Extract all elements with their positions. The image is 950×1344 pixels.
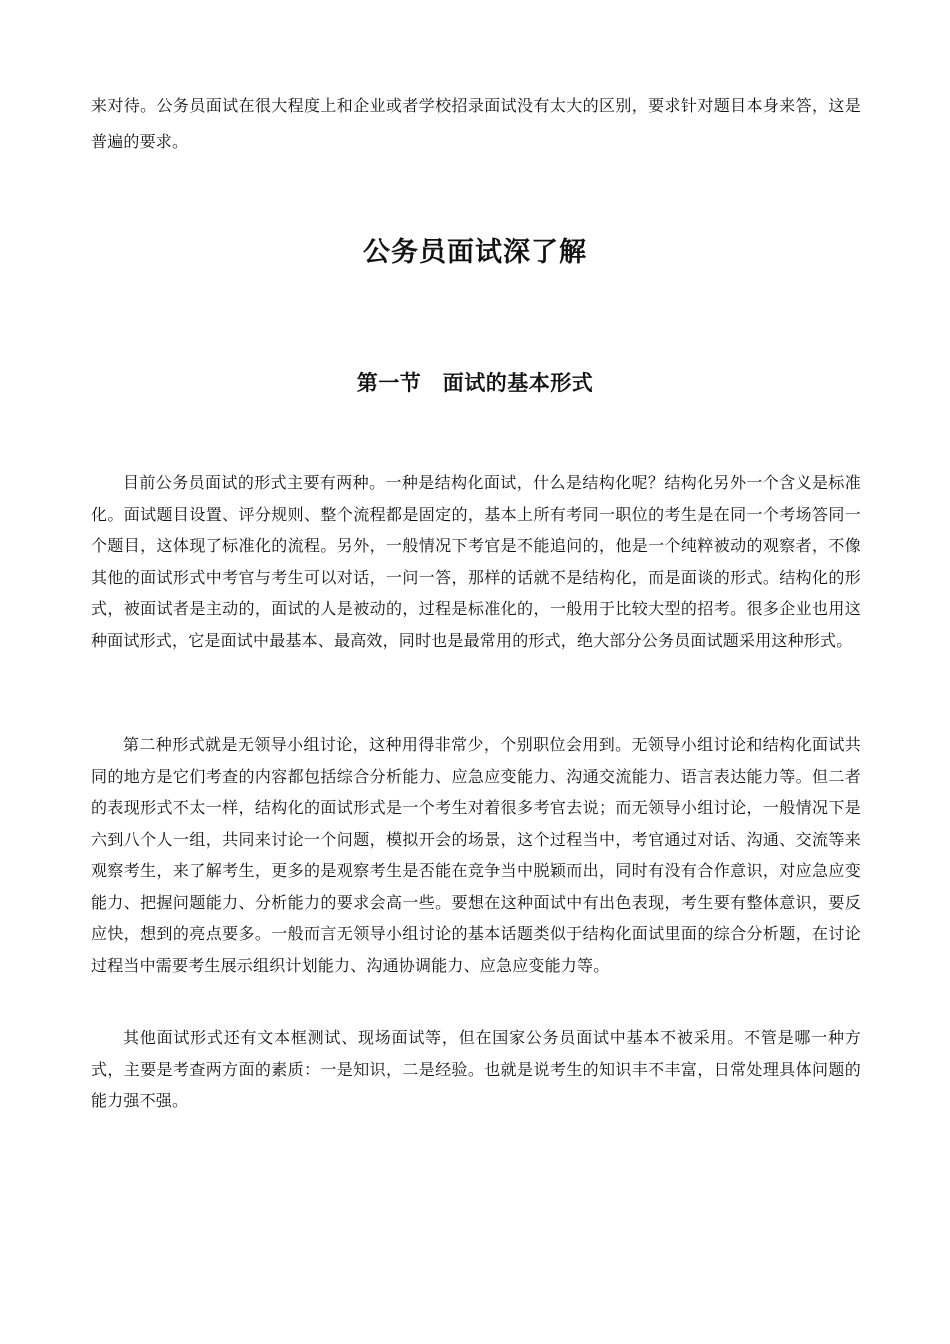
body-paragraph: 第二种形式就是无领导小组讨论，这种用得非常少，个别职位会用到。无领导小组讨论和结构化面试共同的地方是它们考查的内容都包括综合分析能力、应急应变能力、沟通交流能力、语言表达能力等。但二者的表现形式不太一样，结构化的面试形式是一个考生对着很多考官去说；而无领导小组讨论，一般情况下是六到八个人一组，共同来讨论一个问题，模拟开会的场景，这个过程当中，考官通过对话、沟通、交流等来观察考生，来了解考生，更多的是观察考生是否能在竞争当中脱颖而出，同时有没有合作意识，对应急应变能力、把握问题能力、分析能力的要求会高一些。要想在这种面试中有出色表现，考生要有整体意识，要反应快，想到的亮点要多。一般而言无领导小组讨论的基本话题类似于结构化面试里面的综合分析题，在讨论过程当中需要考生展示组织计划能力、沟通协调能力、应急应变能力等。 — [91, 735, 861, 975]
section-heading: 第一节 面试的基本形式 — [356, 371, 594, 395]
carryover-paragraph: 来对待。公务员面试在很大程度上和企业或者学校招录面试没有太大的区别，要求针对题目本身来答，这是普遍的要求。 — [91, 96, 861, 151]
body-paragraph: 目前公务员面试的形式主要有两种。一种是结构化面试，什么是结构化呢？结构化另外一个含义是标准化。面试题目设置、评分规则、整个流程都是固定的，基本上所有考同一职位的考生是在同一个考场答同一个题目，这体现了标准化的流程。另外，一般情况下考官是不能追问的，他是一个纯粹被动的观察者，不像其他的面试形式中考官与考生可以对话，一问一答，那样的话就不是结构化，而是面谈的形式。结构化的形式，被面试者是主动的，面试的人是被动的，过程是标准化的，一般用于比较大型的招考。很多企业也用这种面试形式，它是面试中最基本、最高效，同时也是最常用的形式，绝大部分公务员面试题采用这种形式。 — [91, 473, 861, 650]
body-paragraph: 其他面试形式还有文本框测试、现场面试等，但在国家公务员面试中基本不被采用。不管是哪一种方式，主要是考查两方面的素质：一是知识，二是经验。也就是说考生的知识丰不丰富，日常处理具体问题的能力强不强。 — [91, 1028, 861, 1110]
document-title: 公务员面试深了解 — [363, 237, 587, 268]
